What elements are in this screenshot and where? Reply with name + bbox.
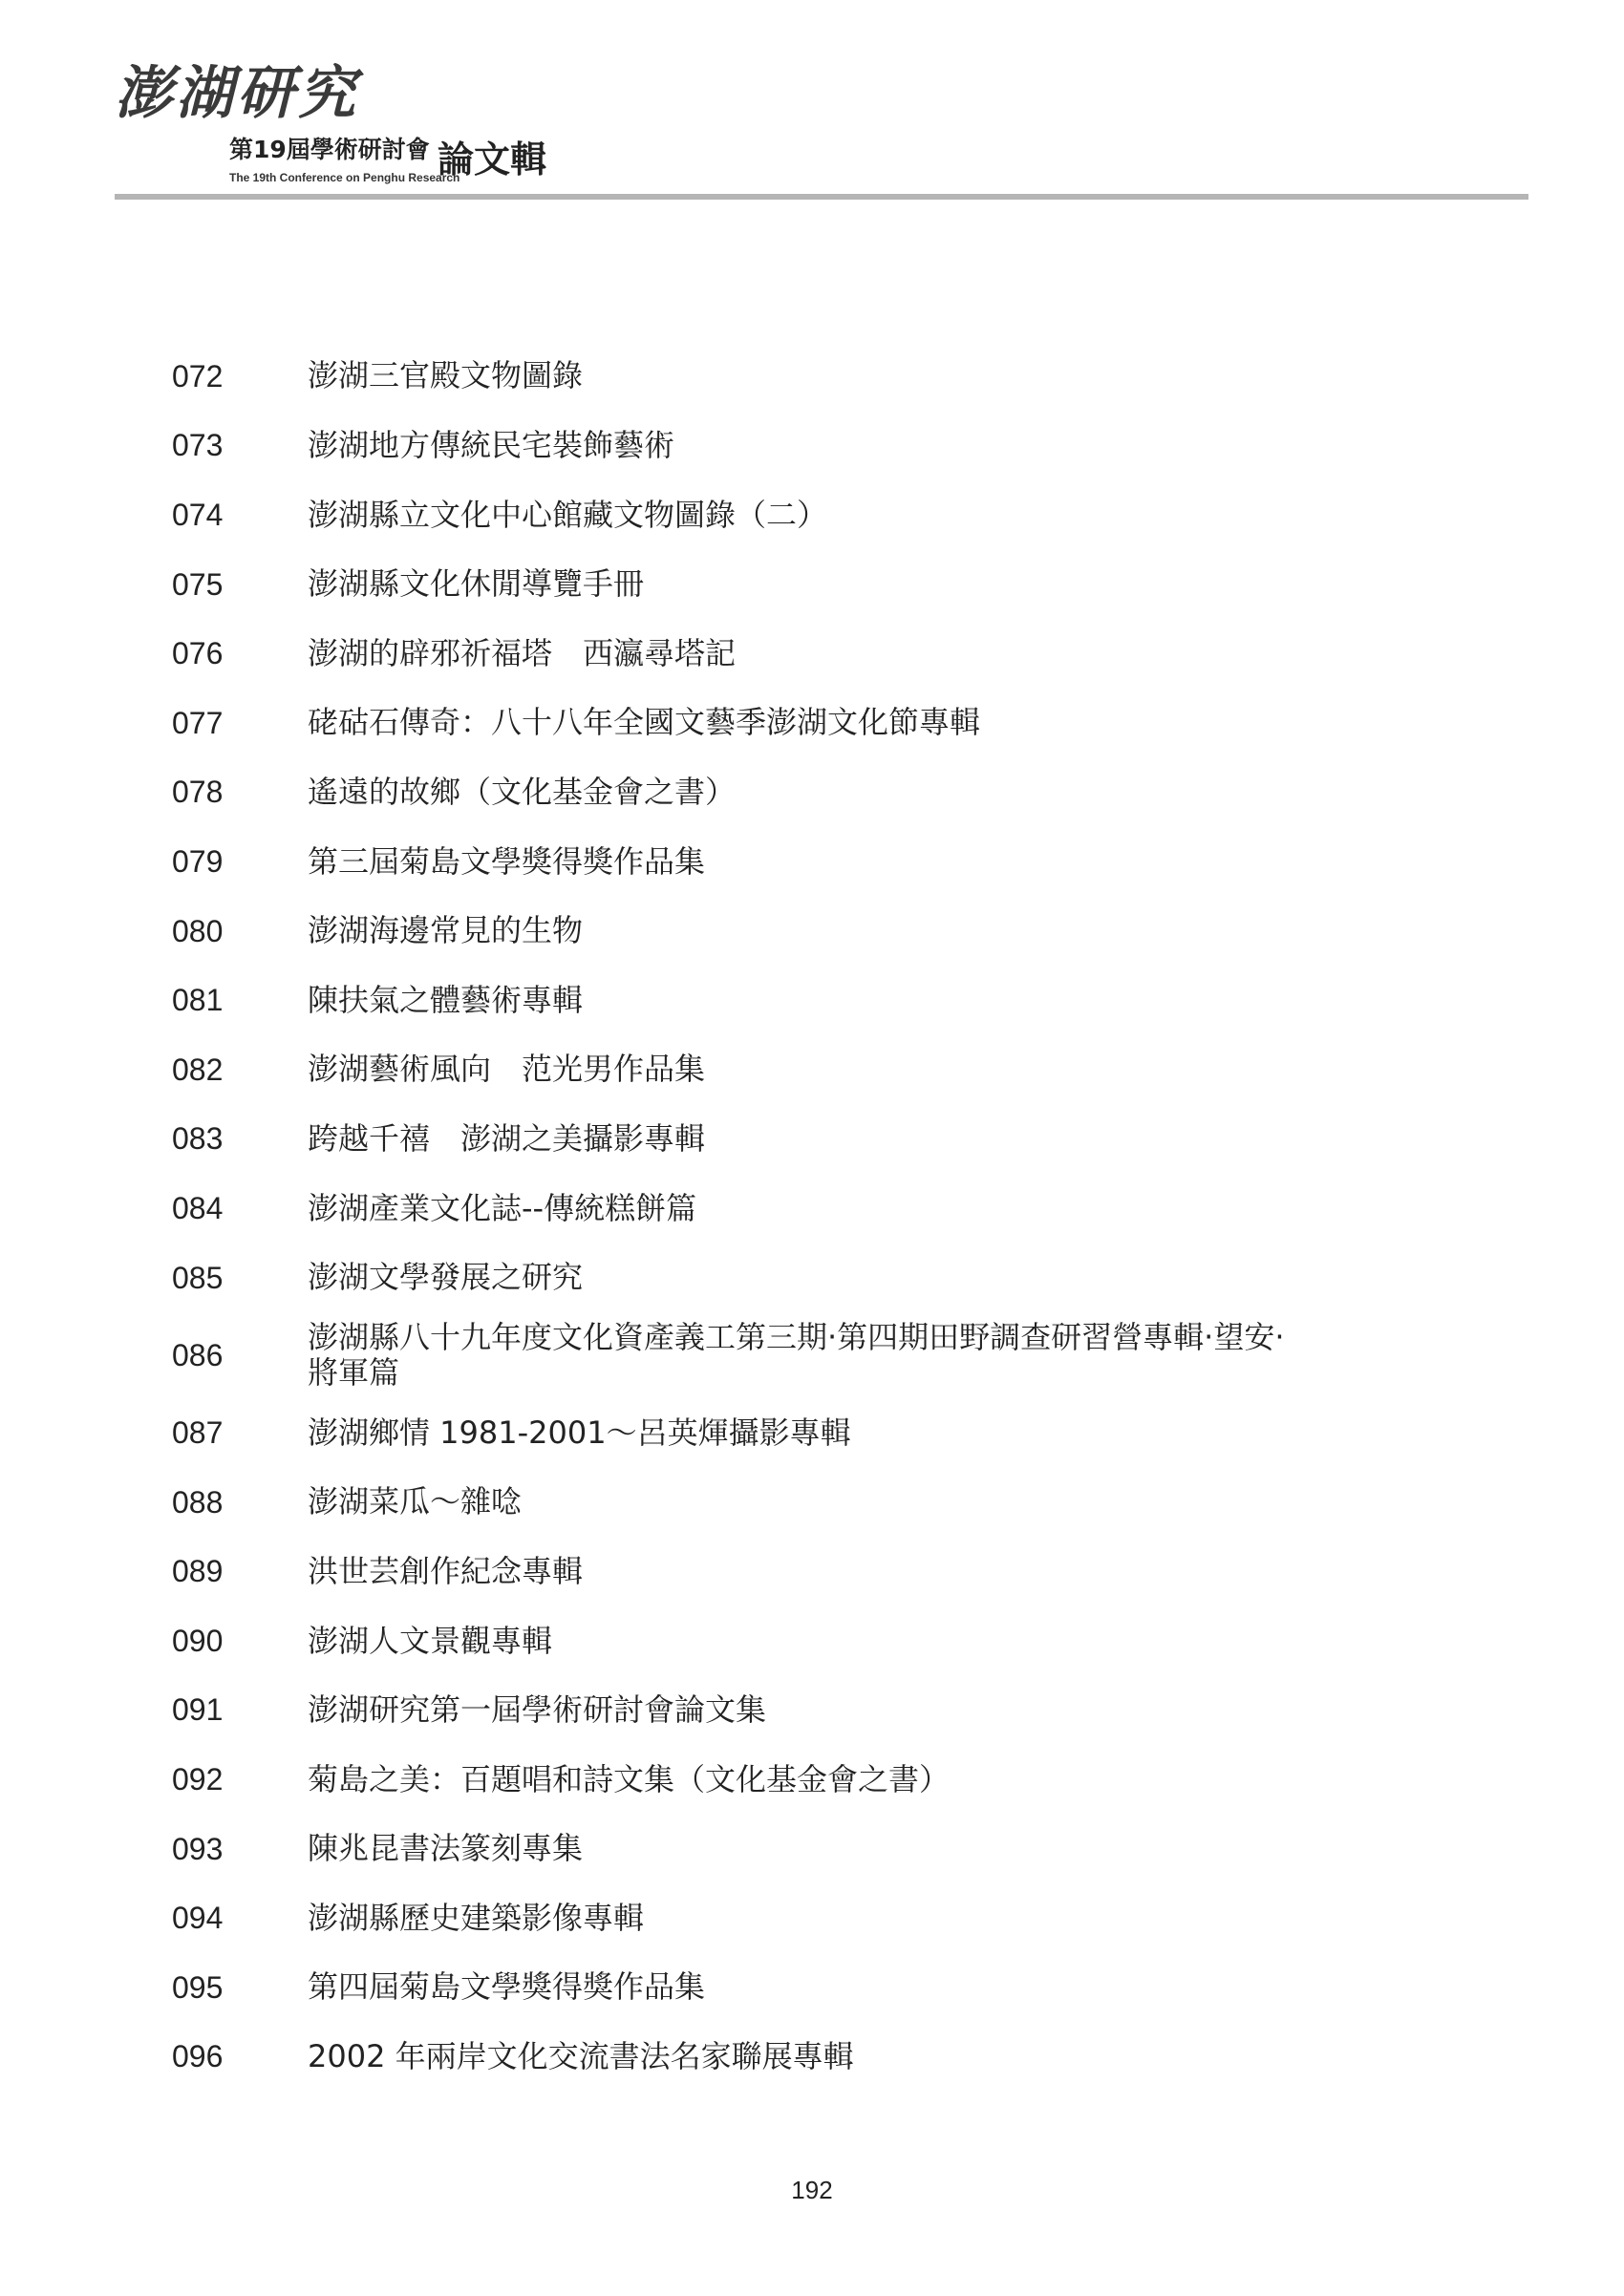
entry-title: 陳兆昆書法篆刻專集 xyxy=(308,1830,584,1867)
list-item xyxy=(172,1468,1452,1538)
list-item xyxy=(172,1174,1452,1244)
header-divider xyxy=(115,194,1528,200)
list-item xyxy=(172,1745,1452,1815)
page-number: 192 xyxy=(791,2176,833,2204)
entry-title: 澎湖地方傳統民宅裝飾藝術 xyxy=(308,427,675,464)
entry-title: 澎湖縣文化休閒導覽手冊 xyxy=(308,565,645,603)
page-header xyxy=(115,57,1528,201)
entry-title: 第三屆菊島文學獎得獎作品集 xyxy=(308,842,706,880)
list-item xyxy=(172,342,1452,412)
entry-number: 075 xyxy=(172,566,224,602)
entry-title: 澎湖研究第一屆學術研討會論文集 xyxy=(308,1691,767,1729)
entry-number: 074 xyxy=(172,497,224,532)
list-item xyxy=(172,758,1452,828)
entry-title: 跨越千禧 澎湖之美攝影專輯 xyxy=(308,1119,706,1157)
entry-title: 2002 年兩岸文化交流書法名家聯展專輯 xyxy=(308,2038,854,2075)
proceedings-label: 論文輯 xyxy=(438,138,547,181)
entry-number: 092 xyxy=(172,1762,224,1797)
entry-title: 澎湖海邊常見的生物 xyxy=(308,912,584,949)
list-item xyxy=(172,897,1452,967)
list-item xyxy=(172,550,1452,620)
list-item xyxy=(172,412,1452,481)
entry-number: 084 xyxy=(172,1190,224,1225)
entry-title: 澎湖藝術風向 范光男作品集 xyxy=(308,1051,706,1088)
entry-title: 澎湖文學發展之研究 xyxy=(308,1259,584,1296)
entry-number: 094 xyxy=(172,1901,224,1936)
entry-title: 澎湖菜瓜～雜唸 xyxy=(308,1483,523,1520)
entry-number: 091 xyxy=(172,1692,224,1728)
entry-number: 073 xyxy=(172,428,224,463)
entry-number: 076 xyxy=(172,636,224,671)
entry-number: 077 xyxy=(172,705,224,740)
entry-number: 082 xyxy=(172,1052,224,1087)
entry-number: 083 xyxy=(172,1121,224,1157)
entry-title: 澎湖縣立文化中心館藏文物圖錄（二） xyxy=(308,496,828,533)
entry-number: 080 xyxy=(172,913,224,948)
entry-number: 072 xyxy=(172,358,224,393)
entry-title: 澎湖鄉情 1981-2001～呂英煇攝影專輯 xyxy=(308,1414,851,1451)
list-item xyxy=(172,1815,1452,1884)
entry-number: 089 xyxy=(172,1554,224,1589)
entry-title: 澎湖三官殿文物圖錄 xyxy=(308,357,584,394)
entry-number: 095 xyxy=(172,1969,224,2005)
list-item xyxy=(172,480,1452,550)
entry-number: 090 xyxy=(172,1623,224,1658)
list-item xyxy=(172,1953,1452,2023)
entry-title: 菊島之美：百題唱和詩文集（文化基金會之書） xyxy=(308,1760,951,1797)
entry-number: 087 xyxy=(172,1415,224,1451)
entry-title: 澎湖人文景觀專輯 xyxy=(308,1622,553,1659)
publication-list xyxy=(172,342,1452,2092)
list-item xyxy=(172,689,1452,758)
entry-title: 遙遠的故鄉（文化基金會之書） xyxy=(308,773,737,810)
entry-number: 088 xyxy=(172,1484,224,1520)
list-item xyxy=(172,1244,1452,1313)
list-item xyxy=(172,1105,1452,1175)
journal-logo-title: 澎湖研究 xyxy=(115,60,359,127)
entry-title: 澎湖產業文化誌--傳統糕餅篇 xyxy=(308,1189,697,1226)
list-item xyxy=(172,827,1452,897)
entry-number: 085 xyxy=(172,1260,224,1295)
list-item xyxy=(172,1312,1452,1398)
entry-number: 081 xyxy=(172,983,224,1018)
conference-title-en: The 19th Conference on Penghu Research xyxy=(229,171,460,184)
entry-number: 096 xyxy=(172,2039,224,2074)
list-item xyxy=(172,1883,1452,1953)
entry-title: 洪世芸創作紀念專輯 xyxy=(308,1552,584,1589)
entry-number: 086 xyxy=(172,1337,224,1372)
entry-title: 澎湖縣歷史建築影像專輯 xyxy=(308,1899,645,1936)
entry-number: 079 xyxy=(172,843,224,879)
list-item xyxy=(172,1538,1452,1607)
entry-title: 第四屆菊島文學獎得獎作品集 xyxy=(308,1968,706,2006)
list-item xyxy=(172,966,1452,1035)
list-item xyxy=(172,2023,1452,2093)
entry-title: 澎湖縣八十九年度文化資產義工第三期‧第四期田野調查研習營專輯‧望安‧ 將軍篇 xyxy=(308,1318,1285,1392)
list-item xyxy=(172,1676,1452,1746)
entry-number: 093 xyxy=(172,1831,224,1866)
entry-title: 澎湖的辟邪祈福塔 西瀛尋塔記 xyxy=(308,634,737,671)
conference-title-zh: 第19屆學術研討會 xyxy=(229,136,430,163)
list-item xyxy=(172,619,1452,689)
entry-number: 078 xyxy=(172,775,224,810)
entry-title: 硓𥑮石傳奇：八十八年全國文藝季澎湖文化節專輯 xyxy=(308,704,981,741)
list-item xyxy=(172,1035,1452,1105)
entry-title: 陳扶氣之體藝術專輯 xyxy=(308,981,584,1018)
list-item xyxy=(172,1606,1452,1676)
list-item xyxy=(172,1398,1452,1468)
